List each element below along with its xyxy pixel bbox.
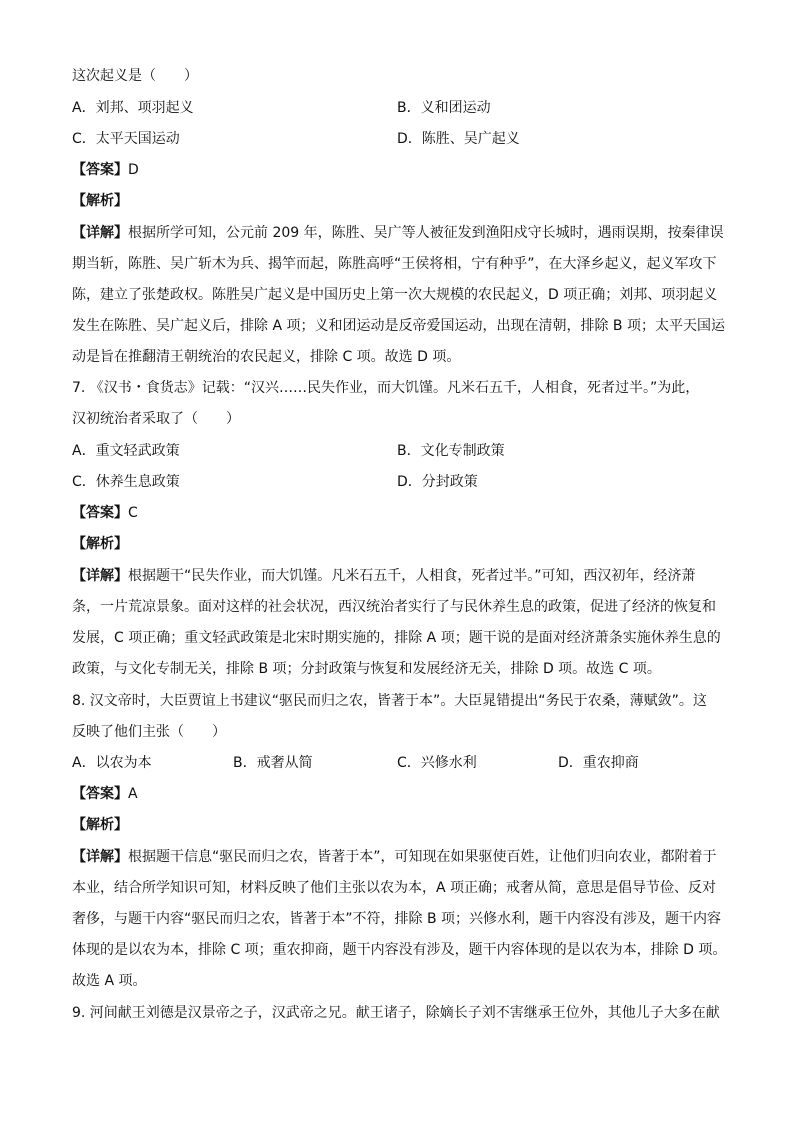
q7-answer <box>72 503 138 523</box>
answer-value: C <box>128 505 138 521</box>
q7-option-d: D．分封政策 <box>397 474 478 490</box>
detail-line: 政策，与文化专制无关，排除 B 项；分封政策与恢复和发展经济无关，排除 D 项。故选 C 项。 <box>72 661 661 677</box>
q6-detail <box>72 218 725 373</box>
detail-line: 故选 A 项。 <box>72 973 147 989</box>
q8-analysis-tag: 【解析】 <box>72 817 128 833</box>
q8-option-a: A．以农为本 <box>72 755 152 771</box>
q8-answer <box>72 784 138 804</box>
q6-option-b: B．义和团运动 <box>397 100 491 116</box>
q8-option-b: B．戒奢从简 <box>233 755 313 771</box>
detail-line: 【详解】根据题干“民失作业，而大饥馑。凡米石五千，人相食，死者过半。”可知，西汉初年，经济萧 <box>72 568 696 584</box>
q8-stem <box>72 686 722 748</box>
q6-option-c: C．太平天国运动 <box>72 131 180 147</box>
detail-line: 期当斩，陈胜、吴广斩木为兵、揭竿而起，陈胜高呼“王侯将相，宁有种乎”，在大泽乡起义，起义军攻下 <box>72 256 717 272</box>
q7-detail <box>72 561 722 685</box>
detail-line: 体现的是以农为本，排除 C 项；重农抑商，题干内容没有涉及，题干内容体现的是以农为本，排除 D 项。 <box>72 942 727 958</box>
q7-analysis-tag: 【解析】 <box>72 536 128 552</box>
stem-line: 7. 《汉书・食货志》记载：“汉兴……民失作业，而大饥馑。凡米石五千，人相食，死者过半。”为此， <box>72 380 700 396</box>
q7-stem <box>72 373 722 435</box>
stem-line: 8. 汉文帝时，大臣贾谊上书建议“驱民而归之农，皆著于本”。大臣晁错提出“务民于农桑，薄赋敛”。这 <box>72 693 707 709</box>
detail-tag: 【详解】 <box>72 849 128 865</box>
q7-option-b: B．文化专制政策 <box>397 443 505 459</box>
detail-line: 发展，C 项正确；重文轻武政策是北宋时期实施的，排除 A 项；题干说的是面对经济萧条实施休养生息的 <box>72 630 721 646</box>
q8-option-c: C．兴修水利 <box>397 755 477 771</box>
detail-tag: 【详解】 <box>72 225 128 241</box>
detail-line: 发生在陈胜、吴广起义后，排除 A 项；义和团运动是反帝爱国运动，出现在清朝，排除 B 项；太平天国运 <box>72 318 725 334</box>
q8-detail <box>72 842 727 997</box>
q6-stem-end: 这次起义是（ ） <box>72 68 198 84</box>
q9-stem: 9. 河间献王刘德是汉景帝之子，汉武帝之兄。献王诸子，除嫡长子刘不害继承王位外，其他儿子大多在献 <box>72 1005 720 1021</box>
q6-option-a: A．刘邦、项羽起义 <box>72 100 194 116</box>
detail-line: 【详解】根据所学可知，公元前 209 年，陈胜、吴广等人被征发到渔阳戍守长城时，遇雨误期，按秦律误 <box>72 225 724 241</box>
q6-answer <box>72 160 139 180</box>
q8-option-d: D．重农抑商 <box>558 755 639 771</box>
answer-value: D <box>128 162 139 178</box>
answer-tag: 【答案】 <box>72 786 128 802</box>
q6-analysis-tag: 【解析】 <box>72 193 128 209</box>
detail-line: 奢侈，与题干内容“驱民而归之农，皆著于本”不符，排除 B 项；兴修水利，题干内容没有涉及，题干内容 <box>72 911 722 927</box>
detail-tag: 【详解】 <box>72 568 128 584</box>
detail-line: 动是旨在推翻清王朝统治的农民起义，排除 C 项。故选 D 项。 <box>72 349 461 365</box>
answer-value: A <box>128 786 138 802</box>
answer-tag: 【答案】 <box>72 162 128 178</box>
stem-line: 汉初统治者采取了（ ） <box>72 411 240 427</box>
detail-line: 条，一片荒凉景象。面对这样的社会状况，西汉统治者实行了与民休养生息的政策，促进了经济的恢复和 <box>72 599 716 615</box>
q7-option-c: C．休养生息政策 <box>72 474 180 490</box>
q6-option-d: D．陈胜、吴广起义 <box>397 131 520 147</box>
q7-option-a: A．重文轻武政策 <box>72 443 180 459</box>
answer-tag: 【答案】 <box>72 505 128 521</box>
detail-line: 【详解】根据题干信息“驱民而归之农，皆著于本”，可知现在如果驱使百姓，让他们归向农业，都附着于 <box>72 849 717 865</box>
detail-line: 本业，结合所学知识可知，材料反映了他们主张以农为本，A 项正确；戒奢从简，意思是倡导节俭、反对 <box>72 880 717 896</box>
detail-line: 陈，建立了张楚政权。陈胜吴广起义是中国历史上第一次大规模的农民起义，D 项正确；刘邦、项羽起义 <box>72 287 718 303</box>
stem-line: 反映了他们主张（ ） <box>72 724 226 740</box>
